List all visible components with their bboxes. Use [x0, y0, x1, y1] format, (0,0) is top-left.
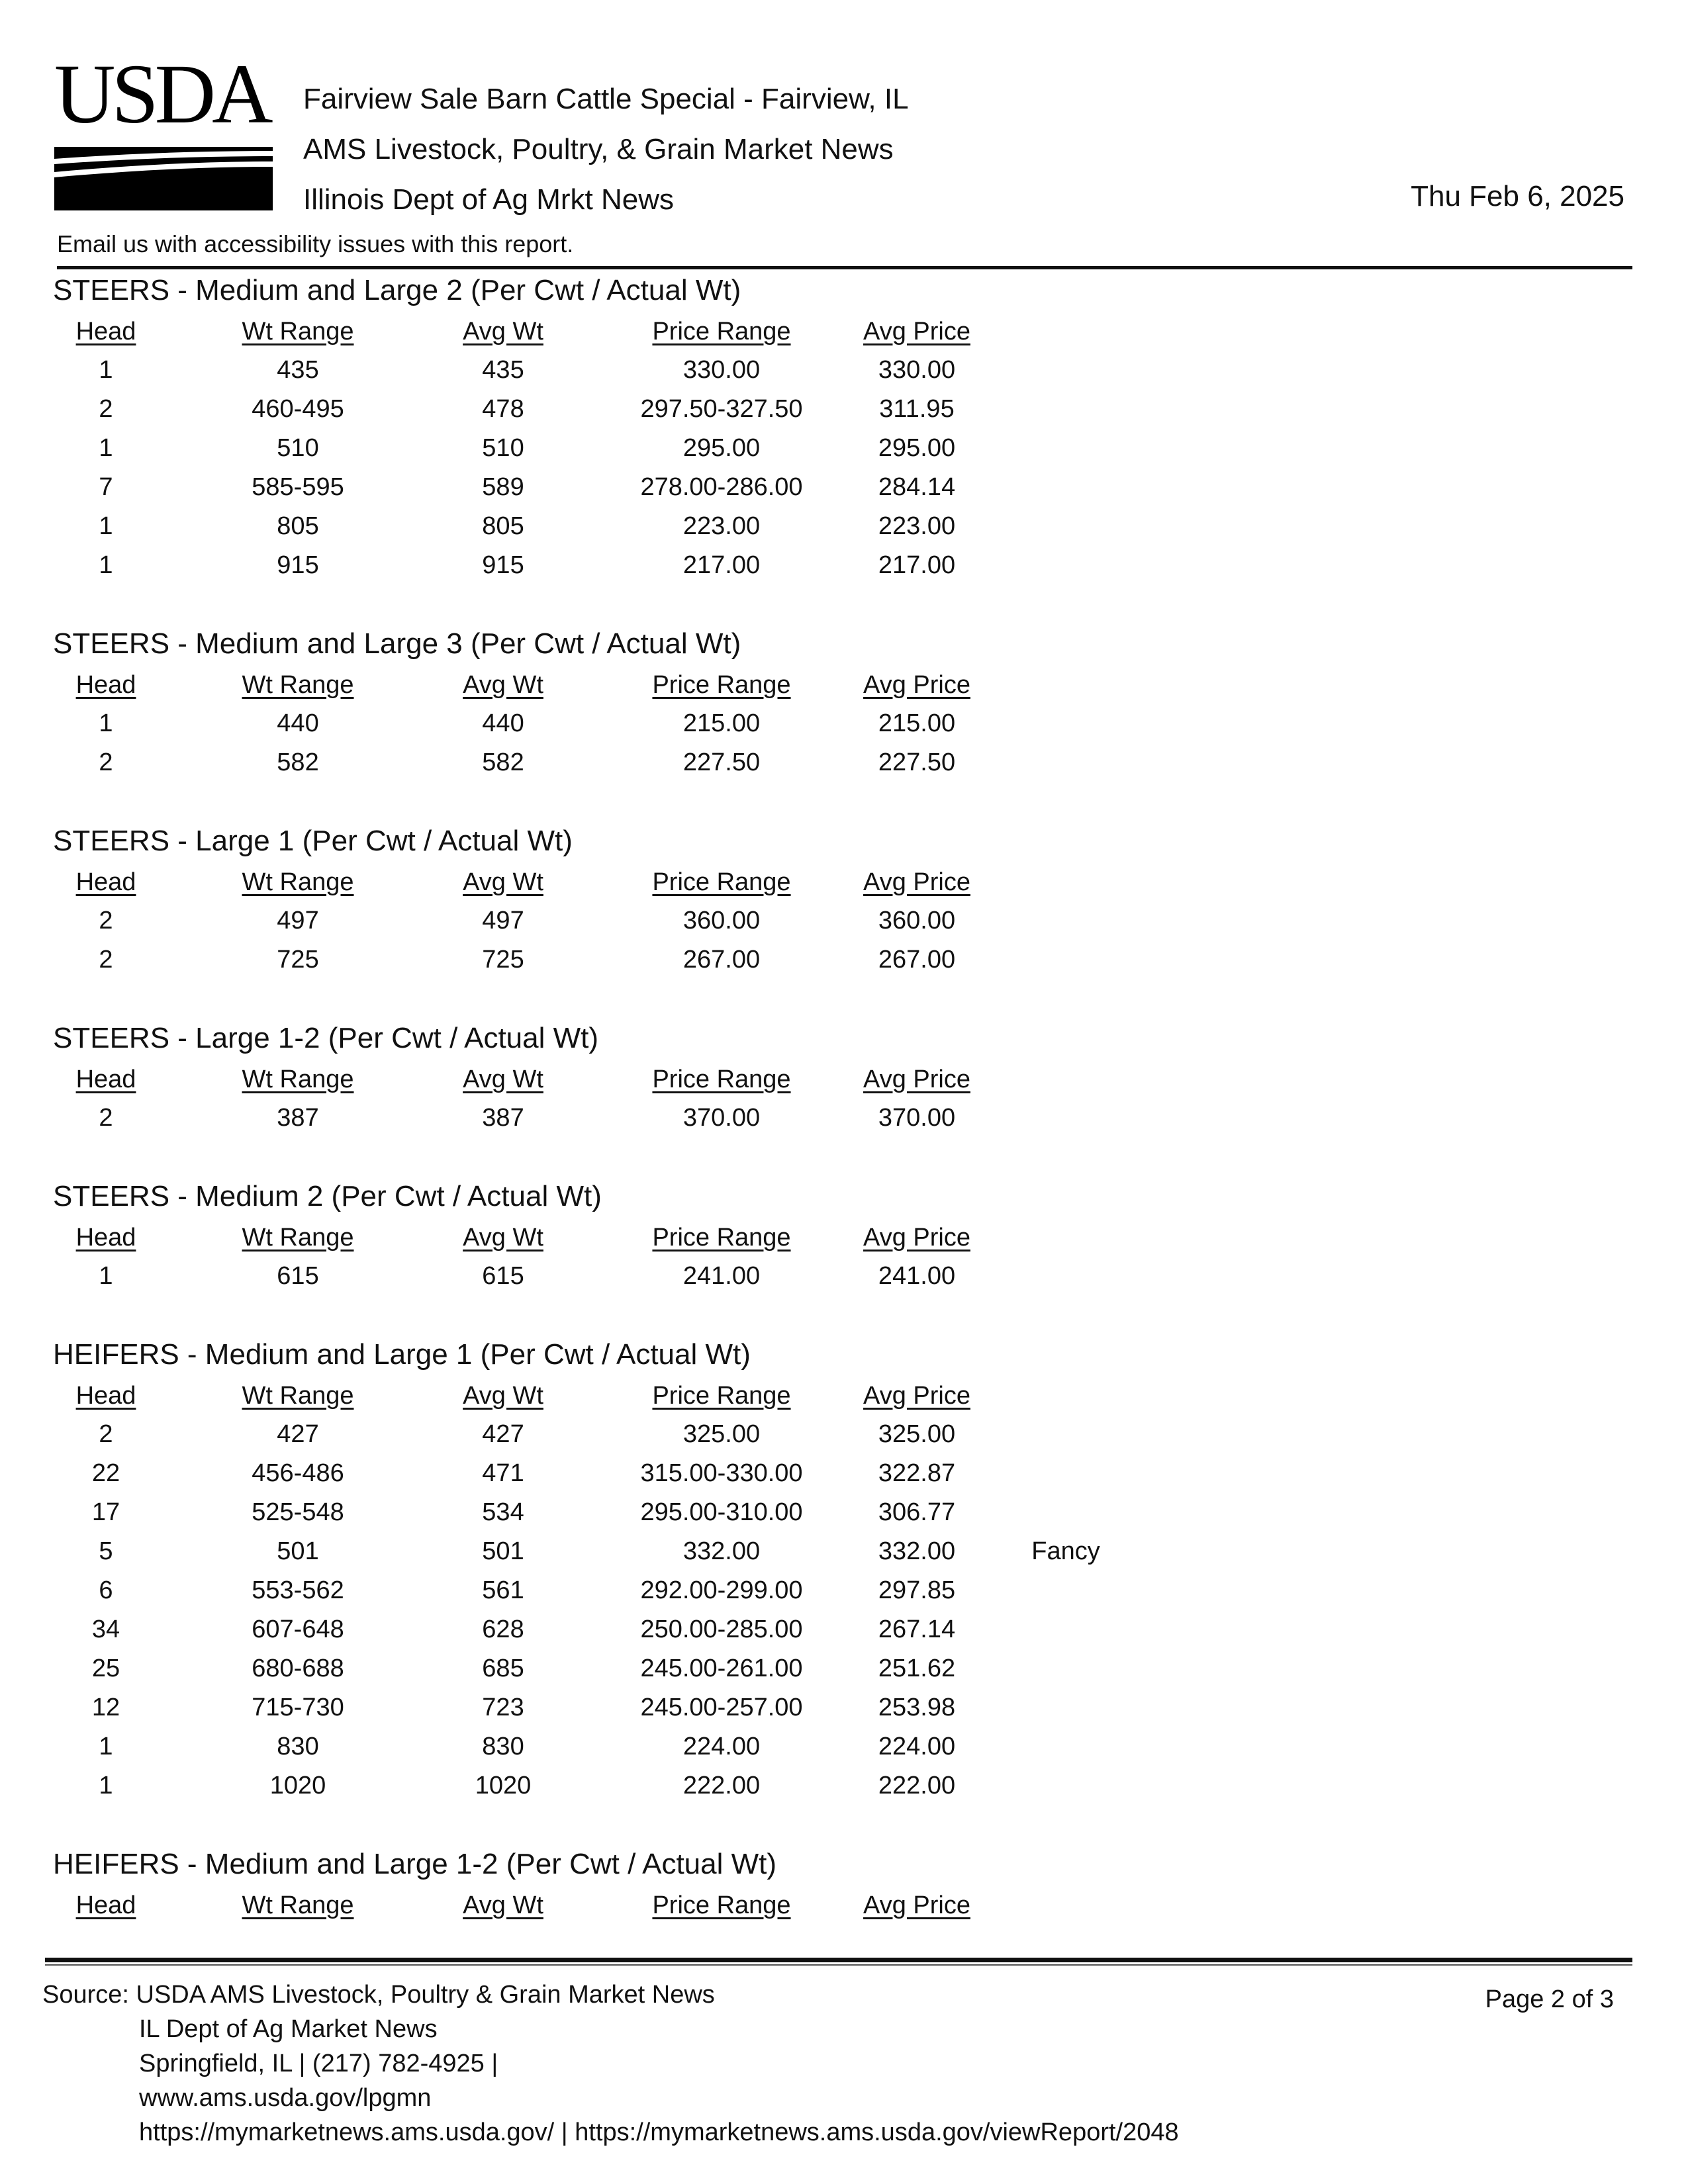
cell-wt-range: 805 — [277, 512, 319, 540]
column-header-price-range: Price Range — [652, 318, 791, 345]
cell-avg-price: 284.14 — [878, 473, 956, 501]
usda-field-mark-icon — [54, 144, 273, 210]
cell-price-range: 227.50 — [682, 749, 761, 776]
accessibility-email-link[interactable]: Email us with accessibility issues with this report. — [57, 230, 574, 257]
column-header-price-range: Price Range — [652, 1066, 791, 1093]
cell-head: 2 — [99, 946, 113, 974]
column-header-head: Head — [75, 1224, 136, 1251]
cell-head: 1 — [99, 1262, 113, 1290]
column-header-wt-range: Wt Range — [242, 1066, 354, 1093]
cell-head: 2 — [99, 395, 113, 423]
cell-wt-range: 387 — [277, 1104, 319, 1132]
cell-wt-range: 456-486 — [252, 1459, 344, 1487]
cell-price-range: 217.00 — [682, 551, 761, 579]
cell-head: 1 — [99, 356, 113, 384]
cell-wt-range: 497 — [277, 907, 319, 934]
column-header-avg-price: Avg Price — [863, 868, 970, 896]
cell-wt-range: 715-730 — [252, 1694, 344, 1721]
report-section — [53, 1336, 1178, 1805]
cell-wt-range: 553-562 — [252, 1576, 344, 1604]
page-number: Page 2 of 3 — [1485, 1985, 1614, 2013]
cell-price-range: 295.00-310.00 — [640, 1498, 803, 1526]
cell-avg-wt: 471 — [482, 1459, 524, 1487]
cell-price-range: 278.00-286.00 — [640, 473, 803, 501]
cell-avg-wt: 440 — [482, 709, 524, 737]
cell-avg-price: 222.00 — [878, 1772, 956, 1799]
column-header-wt-range: Wt Range — [242, 1891, 354, 1919]
footer-market-news-links[interactable]: https://mymarketnews.ams.usda.gov/ | https://mymarketnews.ams.usda.gov/viewReport/2048 — [139, 2118, 1179, 2146]
cell-wt-range: 510 — [277, 434, 319, 462]
table-row — [53, 429, 1178, 468]
column-header-avg-wt: Avg Wt — [463, 1066, 543, 1093]
cell-avg-price: 295.00 — [878, 434, 956, 462]
section-title: STEERS - Large 1-2 (Per Cwt / Actual Wt) — [53, 1022, 599, 1054]
table-row — [53, 1571, 1178, 1610]
cell-wt-range: 585-595 — [252, 473, 344, 501]
cell-avg-price: 332.00 — [878, 1537, 956, 1565]
cell-avg-price: 267.00 — [878, 946, 956, 974]
cell-price-range: 330.00 — [682, 356, 761, 384]
footer-divider-thin — [45, 1964, 1632, 1966]
cell-price-range: 360.00 — [682, 907, 761, 934]
cell-note: Fancy — [1031, 1537, 1100, 1565]
report-section — [53, 1019, 1178, 1138]
column-header-avg-wt: Avg Wt — [463, 1891, 543, 1919]
column-header-price-range: Price Range — [652, 1382, 791, 1410]
cell-avg-wt: 387 — [482, 1104, 524, 1132]
report-sections — [53, 271, 1178, 1964]
cell-price-range: 215.00 — [682, 709, 761, 737]
report-section — [53, 625, 1178, 782]
section-title: HEIFERS - Medium and Large 1-2 (Per Cwt / Actual Wt) — [53, 1848, 777, 1880]
report-section — [53, 271, 1178, 585]
report-office: Illinois Dept of Ag Mrkt News — [303, 183, 674, 216]
column-header-head: Head — [75, 1891, 136, 1919]
cell-head: 17 — [91, 1498, 120, 1526]
cell-avg-price: 253.98 — [878, 1694, 956, 1721]
column-header-avg-price: Avg Price — [863, 671, 970, 699]
report-subtitle: AMS Livestock, Poultry, & Grain Market News — [303, 133, 894, 165]
table-row — [53, 1454, 1178, 1493]
cell-avg-price: 215.00 — [878, 709, 956, 737]
table-header-row — [53, 1377, 1178, 1415]
cell-wt-range: 460-495 — [252, 395, 344, 423]
report-section — [53, 822, 1178, 979]
cell-price-range: 267.00 — [682, 946, 761, 974]
cell-price-range: 325.00 — [682, 1420, 761, 1448]
cell-wt-range: 830 — [277, 1733, 319, 1760]
cell-wt-range: 501 — [277, 1537, 319, 1565]
cell-head: 2 — [99, 749, 113, 776]
cell-avg-wt: 628 — [482, 1615, 524, 1643]
footer-address: Springfield, IL | (217) 782-4925 | — [139, 2050, 498, 2077]
section-title: STEERS - Large 1 (Per Cwt / Actual Wt) — [53, 825, 573, 857]
cell-price-range: 295.00 — [682, 434, 761, 462]
cell-head: 34 — [91, 1615, 120, 1643]
cell-price-range: 224.00 — [682, 1733, 761, 1760]
cell-avg-price: 360.00 — [878, 907, 956, 934]
cell-avg-wt: 478 — [482, 395, 524, 423]
table-row — [53, 901, 1178, 940]
column-header-wt-range: Wt Range — [242, 318, 354, 345]
cell-avg-wt: 1020 — [475, 1772, 532, 1799]
table-row — [53, 704, 1178, 743]
table-row — [53, 1415, 1178, 1454]
column-header-avg-price: Avg Price — [863, 318, 970, 345]
cell-wt-range: 440 — [277, 709, 319, 737]
column-header-price-range: Price Range — [652, 1224, 791, 1251]
column-header-avg-price: Avg Price — [863, 1891, 970, 1919]
cell-avg-price: 223.00 — [878, 512, 956, 540]
column-header-price-range: Price Range — [652, 868, 791, 896]
cell-avg-price: 251.62 — [878, 1655, 956, 1682]
cell-wt-range: 427 — [277, 1420, 319, 1448]
footer-divider — [45, 1958, 1632, 1962]
header-divider — [57, 266, 1632, 269]
cell-price-range: 297.50-327.50 — [640, 395, 803, 423]
column-header-head: Head — [75, 868, 136, 896]
cell-avg-wt: 510 — [482, 434, 524, 462]
table-row — [53, 1099, 1178, 1138]
cell-wt-range: 435 — [277, 356, 319, 384]
table-row — [53, 468, 1178, 507]
table-header-row — [53, 863, 1178, 901]
cell-avg-wt: 534 — [482, 1498, 524, 1526]
cell-avg-wt: 582 — [482, 749, 524, 776]
cell-avg-price: 370.00 — [878, 1104, 956, 1132]
table-header-row — [53, 1218, 1178, 1257]
cell-head: 2 — [99, 907, 113, 934]
cell-avg-wt: 725 — [482, 946, 524, 974]
cell-avg-price: 325.00 — [878, 1420, 956, 1448]
column-header-avg-price: Avg Price — [863, 1382, 970, 1410]
cell-price-range: 370.00 — [682, 1104, 761, 1132]
cell-price-range: 222.00 — [682, 1772, 761, 1799]
column-header-price-range: Price Range — [652, 671, 791, 699]
table-row — [53, 1688, 1178, 1727]
cell-avg-wt: 830 — [482, 1733, 524, 1760]
table-row — [53, 1727, 1178, 1766]
cell-avg-price: 322.87 — [878, 1459, 956, 1487]
cell-avg-wt: 723 — [482, 1694, 524, 1721]
report-section — [53, 1845, 1178, 1925]
cell-avg-price: 330.00 — [878, 356, 956, 384]
column-header-head: Head — [75, 1382, 136, 1410]
cell-price-range: 315.00-330.00 — [640, 1459, 803, 1487]
table-row — [53, 1610, 1178, 1649]
section-title: STEERS - Medium 2 (Per Cwt / Actual Wt) — [53, 1180, 602, 1212]
cell-price-range: 245.00-257.00 — [640, 1694, 803, 1721]
cell-wt-range: 725 — [277, 946, 319, 974]
cell-avg-wt: 561 — [482, 1576, 524, 1604]
column-header-price-range: Price Range — [652, 1891, 791, 1919]
report-date: Thu Feb 6, 2025 — [1411, 180, 1624, 212]
table-header-row — [53, 1060, 1178, 1099]
cell-wt-range: 607-648 — [252, 1615, 344, 1643]
table-row — [53, 743, 1178, 782]
table-row — [53, 507, 1178, 546]
cell-head: 6 — [99, 1576, 113, 1604]
section-title: HEIFERS - Medium and Large 1 (Per Cwt / Actual Wt) — [53, 1338, 751, 1371]
cell-head: 1 — [99, 551, 113, 579]
column-header-avg-wt: Avg Wt — [463, 868, 543, 896]
table-header-row — [53, 312, 1178, 351]
cell-wt-range: 680-688 — [252, 1655, 344, 1682]
cell-avg-price: 241.00 — [878, 1262, 956, 1290]
column-header-wt-range: Wt Range — [242, 671, 354, 699]
section-title: STEERS - Medium and Large 2 (Per Cwt / Actual Wt) — [53, 274, 741, 306]
cell-avg-wt: 685 — [482, 1655, 524, 1682]
table-row — [53, 390, 1178, 429]
cell-avg-wt: 501 — [482, 1537, 524, 1565]
table-header-row — [53, 1886, 1178, 1925]
cell-head: 7 — [99, 473, 113, 501]
cell-price-range: 241.00 — [682, 1262, 761, 1290]
footer-source: Source: USDA AMS Livestock, Poultry & Grain Market News — [42, 1981, 715, 2009]
cell-avg-wt: 497 — [482, 907, 524, 934]
cell-avg-wt: 435 — [482, 356, 524, 384]
cell-head: 1 — [99, 1772, 113, 1799]
table-row — [53, 1649, 1178, 1688]
table-row — [53, 1493, 1178, 1532]
cell-avg-wt: 805 — [482, 512, 524, 540]
table-row — [53, 546, 1178, 585]
footer-office: IL Dept of Ag Market News — [139, 2015, 438, 2043]
column-header-avg-wt: Avg Wt — [463, 1224, 543, 1251]
cell-avg-wt: 615 — [482, 1262, 524, 1290]
table-row — [53, 1766, 1178, 1805]
column-header-wt-range: Wt Range — [242, 1382, 354, 1410]
cell-wt-range: 915 — [277, 551, 319, 579]
cell-avg-price: 297.85 — [878, 1576, 956, 1604]
cell-head: 22 — [91, 1459, 120, 1487]
cell-head: 1 — [99, 709, 113, 737]
cell-price-range: 332.00 — [682, 1537, 761, 1565]
column-header-wt-range: Wt Range — [242, 868, 354, 896]
cell-avg-price: 224.00 — [878, 1733, 956, 1760]
cell-price-range: 245.00-261.00 — [640, 1655, 803, 1682]
table-row — [53, 1257, 1178, 1296]
cell-head: 12 — [91, 1694, 120, 1721]
usda-logo-text: USDA — [54, 47, 269, 141]
cell-avg-wt: 915 — [482, 551, 524, 579]
cell-price-range: 223.00 — [682, 512, 761, 540]
cell-avg-price: 267.14 — [878, 1615, 956, 1643]
cell-price-range: 250.00-285.00 — [640, 1615, 803, 1643]
cell-avg-price: 227.50 — [878, 749, 956, 776]
cell-wt-range: 525-548 — [252, 1498, 344, 1526]
usda-logo — [54, 47, 273, 210]
cell-avg-price: 306.77 — [878, 1498, 956, 1526]
cell-wt-range: 1020 — [269, 1772, 326, 1799]
cell-avg-price: 217.00 — [878, 551, 956, 579]
cell-head: 1 — [99, 434, 113, 462]
table-row — [53, 1532, 1178, 1571]
column-header-avg-wt: Avg Wt — [463, 1382, 543, 1410]
column-header-head: Head — [75, 318, 136, 345]
column-header-head: Head — [75, 1066, 136, 1093]
table-header-row — [53, 666, 1178, 704]
cell-wt-range: 615 — [277, 1262, 319, 1290]
cell-head: 2 — [99, 1104, 113, 1132]
section-title: STEERS - Medium and Large 3 (Per Cwt / Actual Wt) — [53, 627, 741, 660]
table-row — [53, 940, 1178, 979]
report-section — [53, 1177, 1178, 1296]
column-header-head: Head — [75, 671, 136, 699]
cell-avg-wt: 589 — [482, 473, 524, 501]
report-header — [303, 74, 909, 225]
footer-website-link[interactable]: www.ams.usda.gov/lpgmn — [139, 2084, 432, 2112]
cell-avg-price: 311.95 — [879, 395, 955, 423]
column-header-avg-price: Avg Price — [863, 1224, 970, 1251]
cell-wt-range: 582 — [277, 749, 319, 776]
report-footer — [42, 1978, 1179, 2150]
report-title: Fairview Sale Barn Cattle Special - Fairview, IL — [303, 83, 909, 115]
column-header-avg-wt: Avg Wt — [463, 318, 543, 345]
cell-head: 1 — [99, 512, 113, 540]
table-row — [53, 351, 1178, 390]
cell-head: 2 — [99, 1420, 113, 1448]
cell-avg-wt: 427 — [482, 1420, 524, 1448]
cell-head: 5 — [99, 1537, 113, 1565]
column-header-avg-price: Avg Price — [863, 1066, 970, 1093]
column-header-wt-range: Wt Range — [242, 1224, 354, 1251]
cell-price-range: 292.00-299.00 — [640, 1576, 803, 1604]
column-header-avg-wt: Avg Wt — [463, 671, 543, 699]
cell-head: 25 — [91, 1655, 120, 1682]
cell-head: 1 — [99, 1733, 113, 1760]
